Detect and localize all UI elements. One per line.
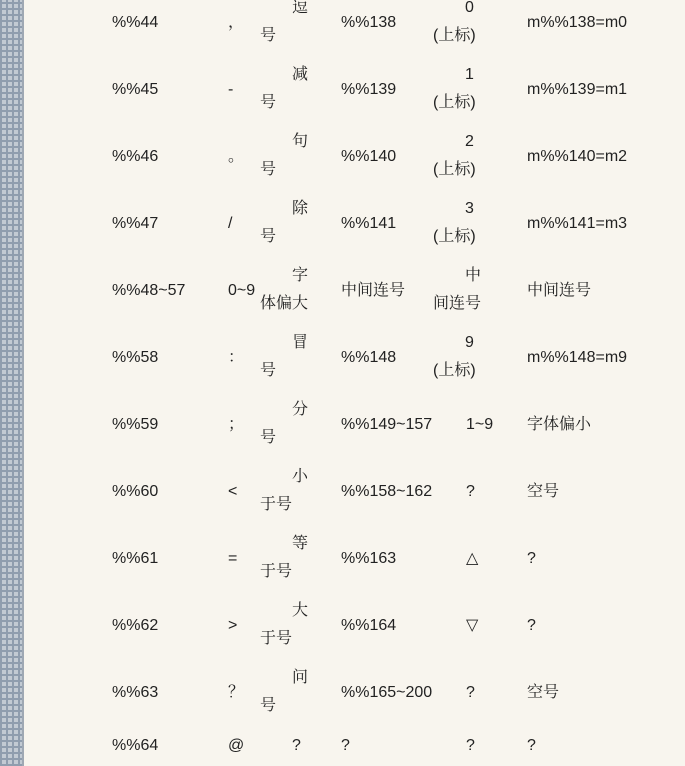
char-cell: /: [228, 215, 233, 232]
symbol-bottom: (上标): [433, 362, 476, 379]
code-cell: %%45: [112, 81, 159, 98]
char-cell: >: [228, 617, 238, 634]
symbol-bottom: (上标): [433, 27, 476, 44]
code-cell: %%46: [112, 148, 159, 165]
example-cell: m%%140=m2: [527, 148, 628, 165]
symbol-value: 1~9: [466, 416, 494, 433]
code2-cell: %%164: [341, 617, 397, 634]
name-bottom: 号: [260, 429, 277, 446]
name-cell: ?: [292, 737, 301, 754]
char-cell: =: [228, 550, 238, 567]
code-cell: %%59: [112, 416, 159, 433]
name-bottom: 号: [260, 94, 277, 111]
example-cell: 字体偏小: [527, 416, 592, 433]
example-cell: 空号: [527, 483, 560, 500]
name-bottom: 号: [260, 228, 277, 245]
symbol-top: 中: [465, 267, 482, 284]
char-cell: <: [228, 483, 238, 500]
code-cell: %%44: [112, 14, 159, 31]
symbol-value: ?: [466, 737, 475, 754]
code2-cell: %%138: [341, 14, 397, 31]
code-table: [24, 0, 685, 766]
code-cell: %%63: [112, 684, 159, 701]
name-top: 分: [292, 401, 309, 418]
triangle-up-icon: △: [466, 550, 479, 567]
code-cell: %%60: [112, 483, 159, 500]
name-bottom: 号: [260, 161, 277, 178]
example-cell: m%%138=m0: [527, 14, 628, 31]
name-top: 逗: [292, 0, 309, 16]
symbol-value: ?: [466, 684, 475, 701]
name-top: 字: [292, 267, 309, 284]
example-cell: 空号: [527, 684, 560, 701]
name-bottom: 于号: [260, 563, 293, 580]
name-bottom: 于号: [260, 630, 293, 647]
name-top: 大: [292, 602, 309, 619]
code2-cell: %%158~162: [341, 483, 433, 500]
code2-cell: %%148: [341, 349, 397, 366]
symbol-top: 2: [465, 133, 474, 150]
name-bottom: 号: [260, 27, 277, 44]
symbol-bottom: 间连号: [433, 295, 482, 312]
code-cell: %%47: [112, 215, 159, 232]
name-bottom: 号: [260, 362, 277, 379]
name-top: 等: [292, 535, 309, 552]
example-cell: ?: [527, 617, 536, 634]
example-cell: m%%148=m9: [527, 349, 628, 366]
example-cell: ?: [527, 737, 536, 754]
name-top: 减: [292, 66, 309, 83]
example-cell: ?: [527, 550, 536, 567]
char-cell: ，: [228, 14, 245, 31]
code-cell: %%62: [112, 617, 159, 634]
name-bottom: 于号: [260, 496, 293, 513]
symbol-bottom: (上标): [433, 94, 476, 111]
code2-cell: ?: [341, 737, 350, 754]
symbol-top: 1: [465, 66, 474, 83]
code2-cell: %%165~200: [341, 684, 433, 701]
name-top: 除: [292, 200, 309, 217]
symbol-value: ?: [466, 483, 475, 500]
code-cell: %%58: [112, 349, 159, 366]
char-cell: @: [228, 737, 245, 754]
code2-cell: %%139: [341, 81, 397, 98]
name-top: 问: [292, 669, 309, 686]
triangle-down-icon: ▽: [466, 617, 479, 634]
char-cell: 。: [228, 148, 245, 165]
name-bottom: 体偏大: [260, 295, 309, 312]
symbol-bottom: (上标): [433, 228, 476, 245]
char-cell: -: [228, 81, 234, 98]
code2-cell: %%149~157: [341, 416, 433, 433]
code2-cell: %%141: [341, 215, 397, 232]
name-top: 冒: [292, 334, 309, 351]
char-cell: ：: [228, 349, 245, 366]
symbol-top: 0: [465, 0, 474, 16]
code2-cell: 中间连号: [341, 282, 406, 299]
char-cell: ？: [228, 684, 245, 701]
code-cell: %%64: [112, 737, 159, 754]
name-top: 句: [292, 133, 309, 150]
char-cell: 0~9: [228, 282, 256, 299]
code-cell: %%61: [112, 550, 159, 567]
name-top: 小: [292, 468, 309, 485]
symbol-top: 9: [465, 334, 474, 351]
code-cell: %%48~57: [112, 282, 186, 299]
code2-cell: %%140: [341, 148, 397, 165]
example-cell: m%%141=m3: [527, 215, 628, 232]
symbol-top: 3: [465, 200, 474, 217]
char-cell: ；: [228, 416, 245, 433]
example-cell: 中间连号: [527, 282, 592, 299]
example-cell: m%%139=m1: [527, 81, 628, 98]
decorative-border: [0, 0, 22, 766]
symbol-bottom: (上标): [433, 161, 476, 178]
code2-cell: %%163: [341, 550, 397, 567]
name-bottom: 号: [260, 697, 277, 714]
